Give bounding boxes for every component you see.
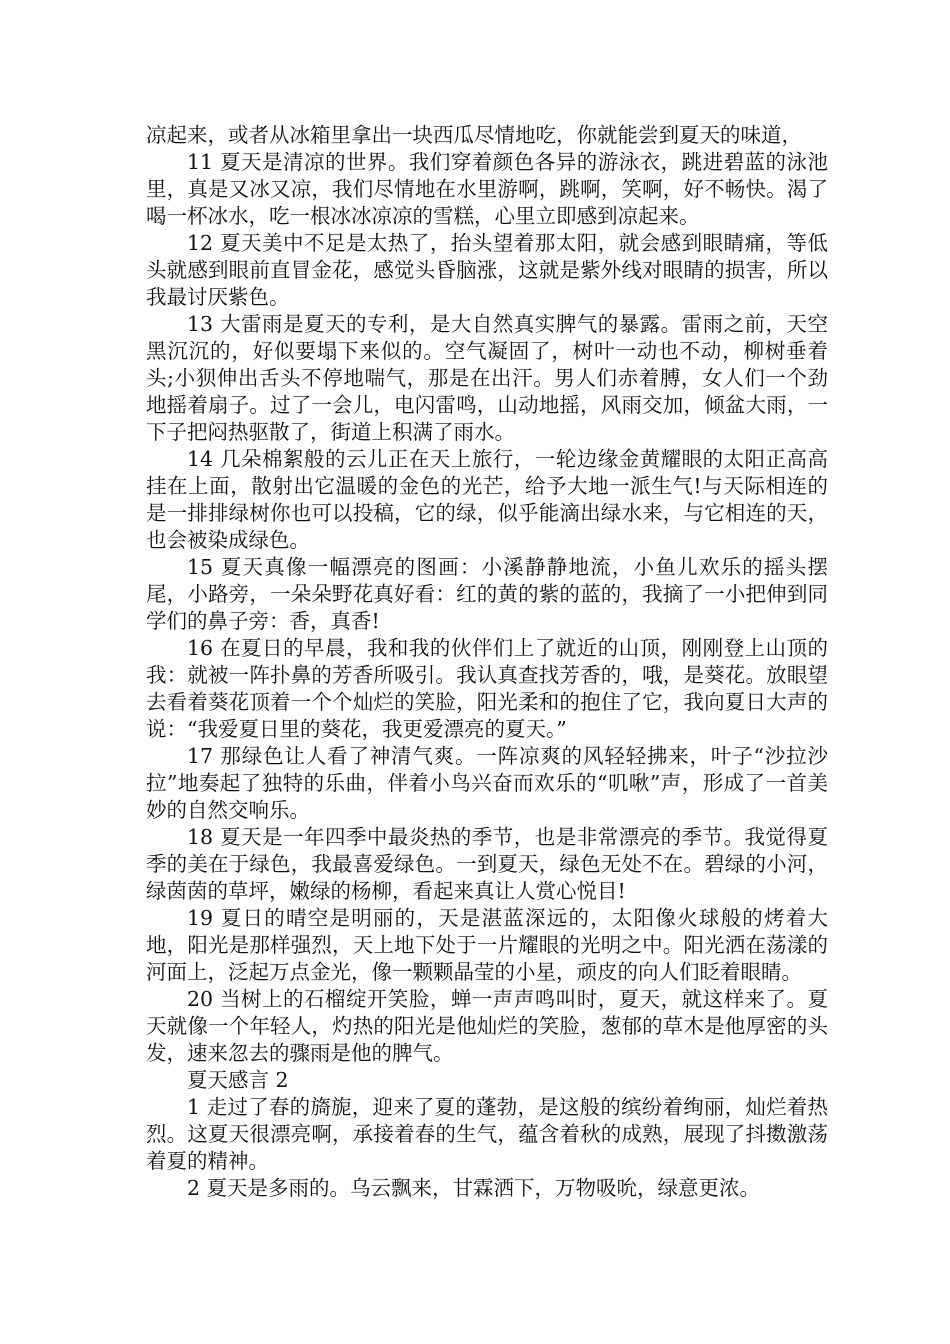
- paragraph-11: 11 夏天是清凉的世界。我们穿着颜色各异的游泳衣，跳进碧蓝的泳池里，真是又冰又凉，我们尽情地在水里游啊，跳啊，笑啊，好不畅快。渴了喝一杯冰水，吃一根冰冰凉凉的雪糕，心里立即感到凉起来。: [146, 150, 828, 228]
- paragraph-12: 12 夏天美中不足是太热了，抬头望着那太阳，就会感到眼睛痛，等低头就感到眼前直冒金花，感觉头昏脑涨，这就是紫外线对眼睛的损害，所以我最讨厌紫色。: [146, 231, 828, 309]
- paragraph-19: 19 夏日的晴空是明丽的，天是湛蓝深远的，太阳像火球般的烤着大地，阳光是那样强烈，天上地下处于一片耀眼的光明之中。阳光洒在荡漾的河面上，泛起万点金光，像一颗颗晶莹的小星，顽皮的向人们眨着眼睛。: [146, 906, 828, 984]
- paragraph-14: 14 几朵棉絮般的云儿正在天上旅行，一轮边缘金黄耀眼的太阳正高高挂在上面，散射出它温暖的金色的光芒，给予大地一派生气!与天际相连的是一排排绿树你也可以投稿，它的绿，似乎能滴出绿水来，与它相连的天，也会被染成绿色。: [146, 447, 828, 552]
- paragraph-continuation: 凉起来，或者从冰箱里拿出一块西瓜尽情地吃，你就能尝到夏天的味道，: [146, 123, 802, 147]
- paragraph-17: 17 那绿色让人看了神清气爽。一阵凉爽的风轻轻拂来，叶子“沙拉沙拉”地奏起了独特的乐曲，伴着小鸟兴奋而欢乐的“叽啾”声，形成了一首美妙的自然交响乐。: [146, 744, 828, 822]
- paragraph-15: 15 夏天真像一幅漂亮的图画：小溪静静地流，小鱼儿欢乐的摇头摆尾，小路旁，一朵朵野花真好看：红的黄的紫的蓝的，我摘了一小把伸到同学们的鼻子旁：香，真香!: [146, 555, 828, 633]
- paragraph-16: 16 在夏日的早晨，我和我的伙伴们上了就近的山顶，刚刚登上山顶的我：就被一阵扑鼻的芳香所吸引。我认真查找芳香的，哦，是葵花。放眼望去看着葵花顶着一个个灿烂的笑脸，阳光柔和的抱住了它，我向夏日大声的说：“我爱夏日里的葵花，我更爱漂亮的夏天。”: [146, 636, 828, 741]
- paragraph-2: 2 夏天是多雨的。乌云飘来，甘霖洒下，万物吸吮，绿意更浓。: [187, 1176, 761, 1200]
- paragraph-1: 1 走过了春的旖旎，迎来了夏的蓬勃，是这般的缤纷着绚丽，灿烂着热烈。这夏天很漂亮啊，承接着春的生气，蕴含着秋的成熟，展现了抖擞激荡着夏的精神。: [146, 1095, 828, 1173]
- article-body: [146, 122, 828, 1202]
- section-heading: 夏天感言 2: [187, 1068, 289, 1092]
- paragraph-13: 13 大雷雨是夏天的专利，是大自然真实脾气的暴露。雷雨之前，天空黑沉沉的，好似要塌下来似的。空气凝固了，树叶一动也不动，柳树垂着头;小狈伸出舌头不停地喘气，那是在出汗。男人们赤着膊，女人们一个劲地摇着扇子。过了一会儿，电闪雷鸣，山动地摇，风雨交加，倾盆大雨，一下子把闷热驱散了，街道上积满了雨水。: [146, 312, 828, 444]
- paragraph-20: 20 当树上的石榴绽开笑脸，蝉一声声鸣叫时，夏天，就这样来了。夏天就像一个年轻人，灼热的阳光是他灿烂的笑脸，葱郁的草木是他厚密的头发，速来忽去的骤雨是他的脾气。: [146, 987, 828, 1065]
- paragraph-18: 18 夏天是一年四季中最炎热的季节，也是非常漂亮的季节。我觉得夏季的美在于绿色，我最喜爱绿色。一到夏天，绿色无处不在。碧绿的小河，绿茵茵的草坪，嫩绿的杨柳，看起来真让人赏心悦目!: [146, 825, 828, 903]
